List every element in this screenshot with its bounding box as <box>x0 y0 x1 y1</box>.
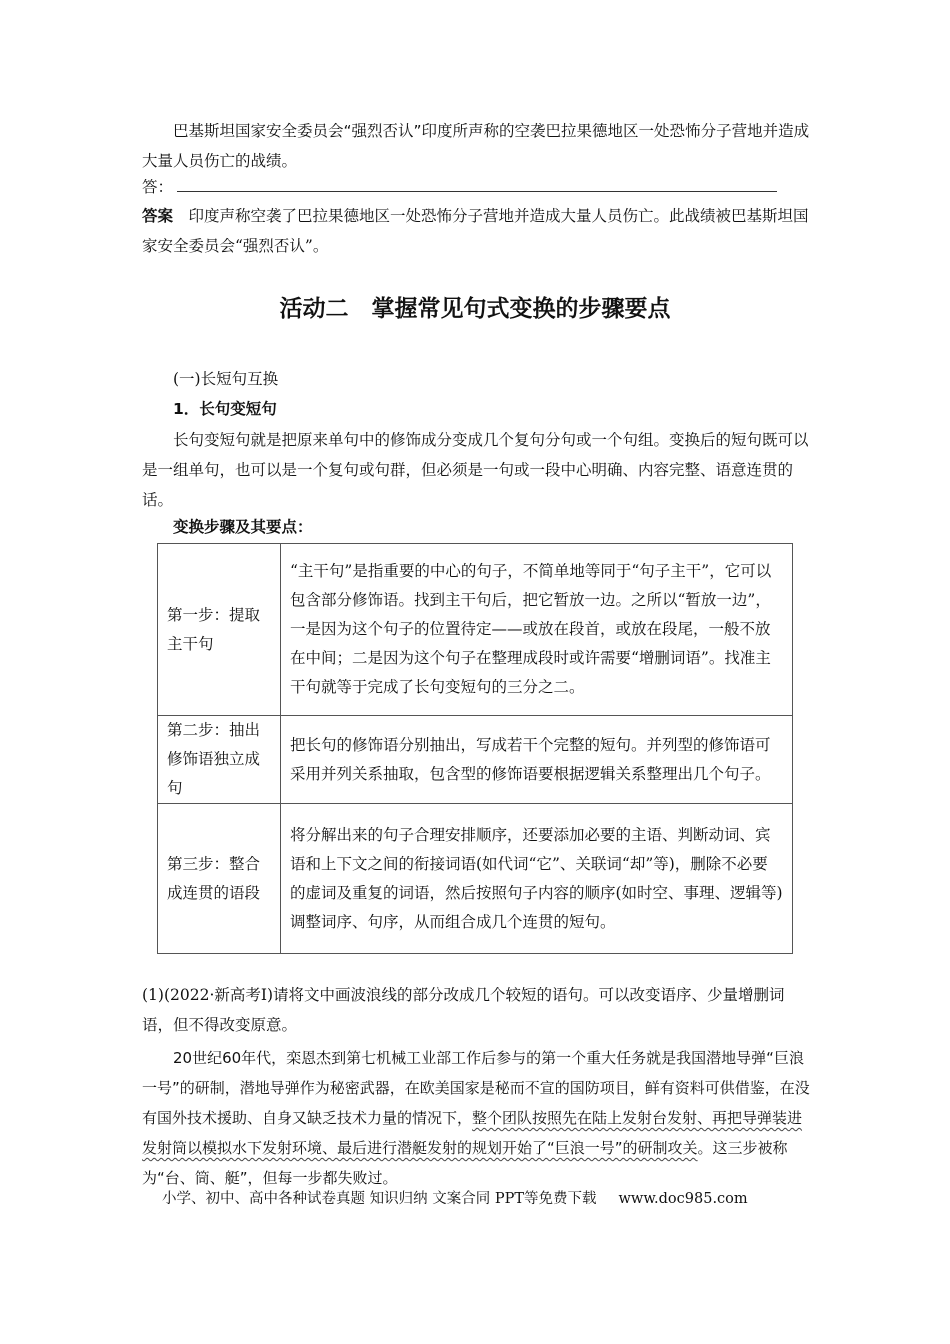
step-name: 第一步：提取主干句 <box>158 544 281 716</box>
answer-label: 答案 <box>142 207 174 225</box>
question-passage <box>142 1043 810 1193</box>
table-row <box>158 804 793 954</box>
table-row <box>158 716 793 804</box>
table-row <box>158 544 793 716</box>
intro-paragraph: 长句变短句就是把原来单句中的修饰成分变成几个复句分句或一个句组。变换后的短句既可以是一组单句，也可以是一个复句或句群，但必须是一句或一段中心明确、内容完整、语意连贯的话。 <box>142 431 809 509</box>
footer-text: 小学、初中、高中各种试卷真题 知识归纳 文案合同 PPT等免费下载 <box>162 1191 597 1207</box>
footer-url[interactable]: www.doc985.com <box>618 1191 748 1207</box>
answer-prompt: 答： <box>142 178 174 196</box>
steps-label: 变换步骤及其要点： <box>173 518 313 536</box>
point-heading: 1．长句变短句 <box>173 400 277 418</box>
step-name: 第二步：抽出修饰语独立成句 <box>158 716 281 804</box>
question-prompt: (1)(2022·新高考Ⅰ)请将文中画波浪线的部分改成几个较短的语句。可以改变语序、少量增删词语，但不得改变原意。 <box>142 986 785 1034</box>
step-detail: 将分解出来的句子合理安排顺序，还要添加必要的主语、判断动词、宾语和上下文之间的衔接词语(如代词“它”、关联词“却”等)，删除不必要的虚词及重复的词语，然后按照句子内容的顺序(如时空、事理、逻辑等)调整词序、句序，从而组合成几个连贯的短句。 <box>281 804 793 954</box>
answer-text: 印度声称空袭了巴拉果德地区一处恐怖分子营地并造成大量人员伤亡。此战绩被巴基斯坦国家安全委员会“强烈否认”。 <box>142 207 809 255</box>
answer-paragraph <box>142 201 810 261</box>
section-title: 活动二 掌握常见句式变换的步骤要点 <box>279 296 671 322</box>
footer <box>162 1187 748 1208</box>
exercise-sentence: 巴基斯坦国家安全委员会“强烈否认”印度所声称的空袭巴拉果德地区一处恐怖分子营地并造成大量人员伤亡的战绩。 <box>142 122 810 170</box>
answer-prompt-line <box>142 172 810 202</box>
steps-table <box>157 543 793 954</box>
step-detail: “主干句”是指重要的中心的句子，不简单地等同于“句子主干”，它可以包含部分修饰语。找到主干句后，把它暂放一边。之所以“暂放一边”，一是因为这个句子的位置待定——或放在段首，或放在段尾，一般不放在中间；二是因为这个句子在整理成段时或许需要“增删词语”。找准主干句就等于完成了长句变短句的三分之二。 <box>281 544 793 716</box>
passage-tail: 。这三步被称为“台、筒、艇”，但每一步都失败过。 <box>142 1139 788 1187</box>
answer-blank[interactable] <box>177 177 777 192</box>
step-detail: 把长句的修饰语分别抽出，写成若干个完整的短句。并列型的修饰语可采用并列关系抽取，包含型的修饰语要根据逻辑关系整理出几个句子。 <box>281 716 793 804</box>
step-name: 第三步：整合成连贯的语段 <box>158 804 281 954</box>
sub-heading: (一)长短句互换 <box>173 370 279 388</box>
passage-wavy-text: 整个团队按照先在陆上发射台发射、再把导弹装进发射筒以模拟水下发射环境、最后进行潜艇发射的规划开始了“巨浪一号”的研制攻关 <box>142 1109 803 1157</box>
passage-text: 20世纪60年代，栾恩杰到第七机械工业部工作后参与的第一个重大任务就是我国潜地导弹“巨浪一号”的研制，潜地导弹作为秘密武器，在欧美国家是秘而不宣的国防项目，鲜有资料可供借鉴，在没有国外技术援助、自身又缺乏技术力量的情况下， <box>142 1049 810 1127</box>
